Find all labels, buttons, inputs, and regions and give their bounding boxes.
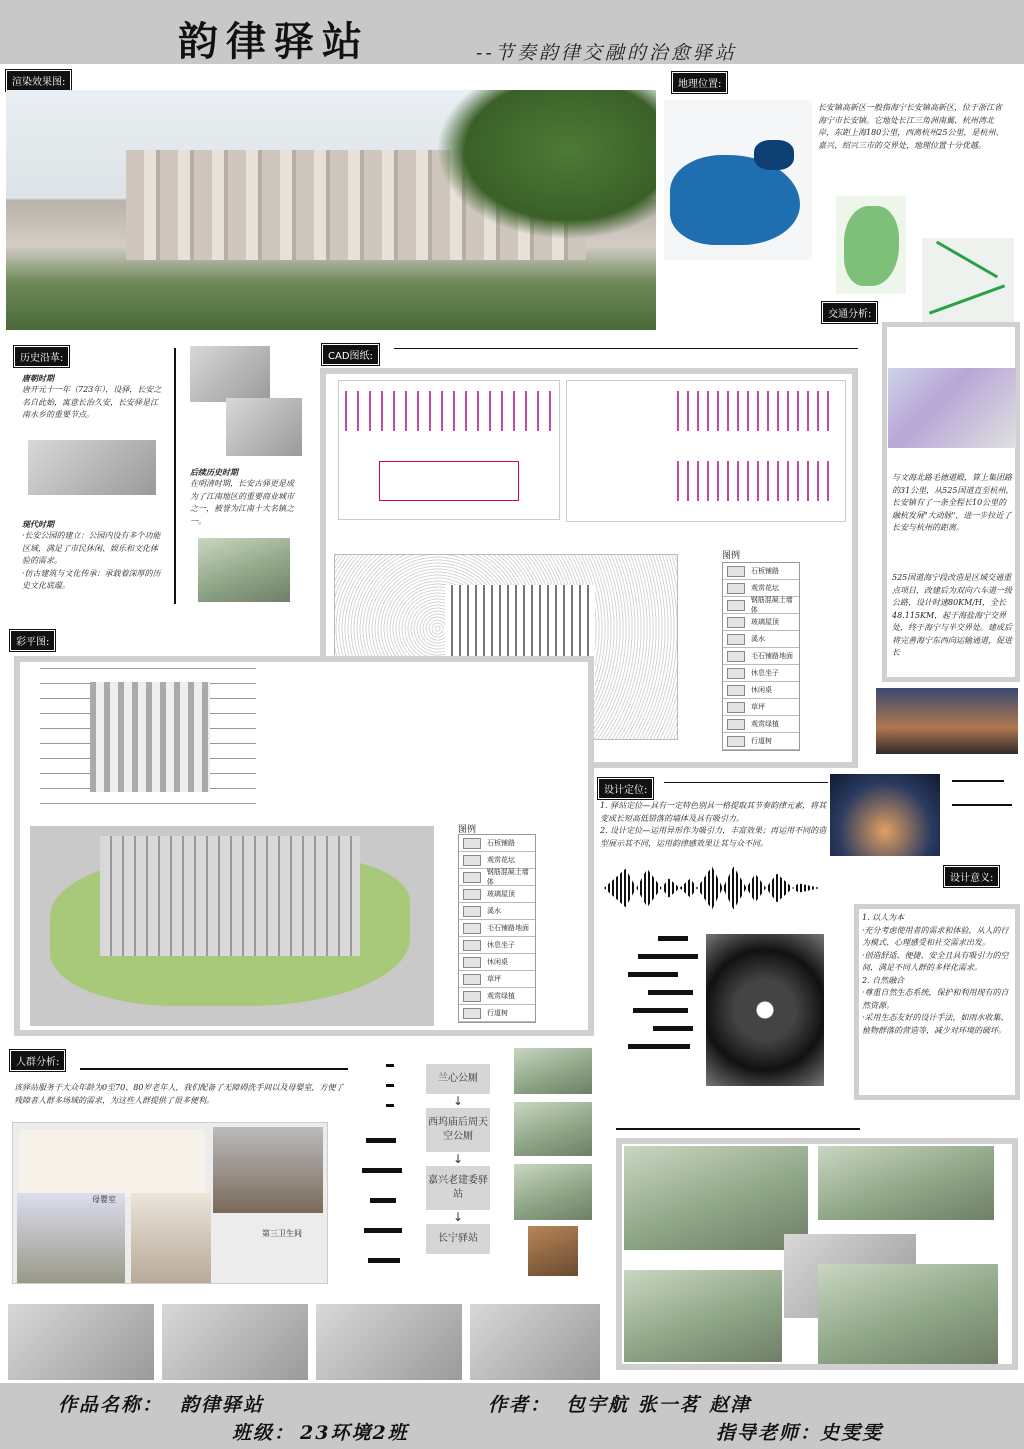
legend-label: 观赏绿植 bbox=[487, 992, 515, 1000]
legend-item bbox=[459, 937, 535, 954]
history-photo-2 bbox=[226, 398, 302, 456]
legend-label: 石板铺路 bbox=[751, 567, 779, 575]
legend-label: 观赏花坛 bbox=[487, 856, 515, 864]
third-restroom-label: 第三卫生间 bbox=[262, 1229, 302, 1238]
legend-item bbox=[459, 869, 535, 886]
legend-label: 观赏绿植 bbox=[751, 720, 779, 728]
legend-label: 休息坐子 bbox=[751, 669, 779, 677]
legend-title: 图例 bbox=[722, 551, 741, 561]
design-meaning-text: 1. 以人为本 ·充分考虑使用者的需求和体验，从人的行为模式、心理感受和社交需求出发。 ·创造舒适、便捷、安全且具有吸引力的空间，满足不同人群的多样化需求。 2. 自然融合 ·尊重自然生态系统，保护和利用现有的自然资源。 ·采用生态友好的设计手法，如雨水收集、植物群落的营造等，减少对环境的破坏。 bbox=[862, 913, 1009, 1035]
flow-arrow: ↓ bbox=[452, 1152, 464, 1166]
deco-line bbox=[952, 780, 1004, 782]
legend-swatch bbox=[727, 685, 745, 696]
bar bbox=[370, 1198, 396, 1203]
gallery-render-4 bbox=[624, 1270, 782, 1362]
legend-label: 行道树 bbox=[487, 1009, 508, 1017]
flow-deco-bars bbox=[382, 1064, 412, 1134]
legend-label: 休息坐子 bbox=[487, 941, 515, 949]
legend-swatch bbox=[463, 872, 481, 883]
legend-item bbox=[723, 733, 799, 750]
case-photo-2 bbox=[514, 1102, 592, 1156]
legend-swatch bbox=[727, 634, 745, 645]
flow-step-3: 嘉兴老建委驿站 bbox=[426, 1166, 490, 1210]
bridge-photo bbox=[876, 688, 1018, 754]
legend-item bbox=[459, 835, 535, 852]
legend-swatch bbox=[463, 855, 481, 866]
legend-item bbox=[459, 988, 535, 1005]
legend-label: 钢筋混凝土墙体 bbox=[486, 868, 529, 886]
cad-elevation-1 bbox=[338, 380, 560, 520]
crowd-chart bbox=[19, 1129, 205, 1197]
history-timeline bbox=[174, 348, 176, 604]
bar bbox=[658, 936, 688, 941]
section-tag-design-position: 设计定位: bbox=[598, 778, 653, 799]
flow-step-4: 长宁驿站 bbox=[426, 1224, 490, 1254]
case-photo-3 bbox=[514, 1164, 592, 1220]
legend-swatch bbox=[463, 889, 481, 900]
grey-render-2 bbox=[162, 1304, 308, 1380]
grey-render-3 bbox=[316, 1304, 462, 1380]
grey-render-1 bbox=[8, 1304, 154, 1380]
legend-label: 溪水 bbox=[487, 907, 501, 915]
legend-item bbox=[723, 597, 799, 614]
cad-legend bbox=[722, 562, 800, 751]
legend-item bbox=[459, 1005, 535, 1022]
baby-room-photo bbox=[17, 1193, 125, 1283]
flow-step-2: 西坞庙后周天空公厕 bbox=[426, 1108, 490, 1152]
section-tag-design-meaning: 设计意义: bbox=[944, 866, 999, 887]
legend-swatch bbox=[727, 566, 745, 577]
cad-lines bbox=[345, 391, 553, 431]
section-tag-cad: CAD图纸: bbox=[322, 344, 379, 365]
legend-item bbox=[459, 903, 535, 920]
road-line bbox=[936, 241, 998, 279]
history-tang-text: 唐开元十一年（723年），设驿，长安之名自此始，寓意长治久安，长安驿是江南水乡的重要节点。 bbox=[22, 385, 162, 419]
cad-section bbox=[379, 461, 519, 501]
floor-plan-walls bbox=[90, 682, 210, 792]
zhejiang-map-shape bbox=[844, 206, 899, 286]
grey-render-4 bbox=[470, 1304, 600, 1380]
bar bbox=[628, 1044, 690, 1049]
legend-swatch bbox=[463, 1008, 481, 1019]
history-modern-text: ·长安公园的建立：公园内设有多个功能区域，满足了市民休闲、娱乐和文化体验的需求。 ·仿古建筑与文化传承：承载着深厚的历史文化底蕴。 bbox=[22, 531, 161, 590]
legend-swatch bbox=[727, 702, 745, 713]
legend-label: 溪水 bbox=[751, 635, 765, 643]
bar bbox=[386, 1064, 394, 1067]
legend-swatch bbox=[463, 957, 481, 968]
legend-label: 休闲桌 bbox=[751, 686, 772, 694]
cad-rule bbox=[394, 348, 858, 349]
flow-arrow: ↓ bbox=[452, 1210, 464, 1224]
legend-swatch bbox=[727, 736, 745, 747]
history-photo-3 bbox=[198, 538, 290, 602]
legend-label: 石板铺路 bbox=[487, 839, 515, 847]
floor-plan-grid bbox=[40, 662, 256, 818]
work-label: 作品名称： bbox=[58, 1394, 164, 1416]
crowd-text: 该驿站服务于大众年龄为0至70、80岁老年人，我们配备了无障碍洗手间以及母婴室，方便了残障者人群多场域的需求，为这些人群提供了很多便利。 bbox=[14, 1083, 344, 1105]
gallery-render-5 bbox=[818, 1264, 998, 1364]
legend-label: 玻璃屋顶 bbox=[487, 890, 515, 898]
legend-item bbox=[459, 886, 535, 903]
section-tag-crowd: 人群分析: bbox=[10, 1050, 65, 1071]
history-tang-title: 唐朝时期 bbox=[22, 373, 54, 383]
history-modern-title: 现代时期 bbox=[22, 519, 54, 529]
bar bbox=[386, 1104, 394, 1107]
legend-label: 观赏花坛 bbox=[751, 584, 779, 592]
color-legend bbox=[458, 834, 536, 1023]
building-walls bbox=[100, 836, 360, 956]
zhejiang-map bbox=[836, 196, 906, 294]
skyscraper-graphic bbox=[706, 934, 824, 1086]
history-later-text: 在明清时期，长安古驿更是成为了江南地区的重要商业城市之一，被誉为江南十大名镇之一。 bbox=[190, 479, 294, 526]
section-tag-color-plan: 彩平图: bbox=[10, 630, 55, 651]
history-later-title: 后续历史时期 bbox=[190, 467, 238, 477]
deco-line bbox=[664, 782, 828, 783]
page-subtitle: --节奏韵律交融的治愈驿站 bbox=[476, 42, 737, 64]
crowd-panel bbox=[12, 1122, 328, 1284]
bar bbox=[653, 1026, 693, 1031]
section-tag-render: 渲染效果图: bbox=[6, 70, 71, 91]
legend-swatch bbox=[463, 923, 481, 934]
bar bbox=[366, 1138, 396, 1143]
bar bbox=[386, 1084, 394, 1087]
flow-step-1: 兰心公厕 bbox=[426, 1064, 490, 1094]
teacher-name: 史雯雯 bbox=[820, 1422, 884, 1444]
bar bbox=[628, 972, 678, 977]
case-photo-1 bbox=[514, 1048, 592, 1094]
class-name: 23环境2班 bbox=[300, 1422, 409, 1444]
china-map bbox=[664, 100, 812, 260]
bar-pattern bbox=[628, 936, 698, 1056]
legend-item bbox=[459, 920, 535, 937]
teacher-label: 指导老师： bbox=[716, 1422, 822, 1444]
legend-item bbox=[723, 648, 799, 665]
deco-line bbox=[952, 804, 1012, 806]
legend-item bbox=[723, 716, 799, 733]
authors: 包宇航 张一茗 赵津 bbox=[566, 1394, 752, 1416]
legend-swatch bbox=[463, 974, 481, 985]
page-title: 韵律驿站 bbox=[178, 18, 370, 65]
flow-bar-pattern bbox=[362, 1138, 408, 1282]
legend-swatch bbox=[727, 668, 745, 679]
section-tag-history: 历史沿革: bbox=[14, 346, 69, 367]
work-name: 韵律驿站 bbox=[180, 1394, 265, 1416]
legend-label: 钢筋混凝土墙体 bbox=[750, 596, 793, 614]
legend-swatch bbox=[463, 906, 481, 917]
sound-wave-graphic bbox=[604, 864, 820, 912]
traffic-text-1: 与文海北路毛德道殿，算上集团路的31公里，从525国道直至杭州，长安镇有了一条全程长10公里的融杭发展"大动脉"，进一步拉近了长安与杭州的距离。 bbox=[892, 473, 1014, 532]
cad-elevation-2 bbox=[566, 380, 846, 522]
road-line bbox=[929, 284, 1005, 314]
legend-item bbox=[723, 682, 799, 699]
baby-room-label: 母婴室 bbox=[92, 1195, 116, 1204]
legend-label: 草坪 bbox=[487, 975, 501, 983]
legend-label: 草坪 bbox=[751, 703, 765, 711]
render-tree bbox=[436, 90, 656, 240]
section-tag-traffic: 交通分析: bbox=[822, 302, 877, 323]
bar bbox=[368, 1258, 400, 1263]
cad-lines bbox=[677, 461, 837, 501]
legend-label: 休闲桌 bbox=[487, 958, 508, 966]
history-photo-wall bbox=[28, 440, 156, 495]
color-site-plan bbox=[30, 826, 434, 1026]
legend-swatch bbox=[727, 651, 745, 662]
legend-swatch bbox=[727, 600, 745, 611]
legend-swatch bbox=[463, 838, 481, 849]
history-photo-1 bbox=[190, 346, 270, 402]
lounge-photo bbox=[131, 1193, 211, 1283]
legend-label: 毛石铺路地面 bbox=[751, 652, 793, 660]
case-photo-4 bbox=[528, 1226, 578, 1276]
deco-line bbox=[80, 1068, 348, 1070]
legend-item bbox=[459, 971, 535, 988]
night-city-photo bbox=[830, 774, 940, 856]
bar bbox=[633, 1008, 688, 1013]
bar bbox=[648, 990, 693, 995]
gallery-render-1 bbox=[624, 1146, 808, 1250]
cad-lines bbox=[677, 391, 837, 431]
class-label: 班级： bbox=[232, 1422, 296, 1444]
legend-swatch bbox=[463, 991, 481, 1002]
author-label: 作者： bbox=[488, 1394, 552, 1416]
bar bbox=[362, 1168, 402, 1173]
legend-item bbox=[723, 563, 799, 580]
gallery-render-2 bbox=[818, 1146, 994, 1220]
flow-chart bbox=[426, 1064, 490, 1254]
flow-arrow: ↓ bbox=[452, 1094, 464, 1108]
legend2-title: 图例 bbox=[458, 825, 477, 835]
legend-item bbox=[723, 665, 799, 682]
legend-label: 行道树 bbox=[751, 737, 772, 745]
legend-swatch bbox=[463, 940, 481, 951]
bar bbox=[638, 954, 698, 959]
legend-swatch bbox=[727, 583, 745, 594]
section-tag-location: 地理位置: bbox=[672, 72, 727, 93]
bar bbox=[364, 1228, 402, 1233]
location-text: 长安镇高新区一般指海宁长安镇高新区，位于浙江省海宁市长安镇。它地处长江三角洲南翼、杭州湾北岸，东距上海180公里，西离杭州25公里，是杭州、嘉兴、绍兴三市的交界处，地理位置十分优越。 bbox=[818, 103, 1004, 150]
legend-item bbox=[459, 954, 535, 971]
design-position-text: 1. 驿站定位—具有一定特色别具一格提取其节奏韵律元素，将其变成长短高低错落的墙体及具有吸引力。 2. 设计定位—运用异形作为吸引力，丰富效果；再运用不同的造型展示其不同，运用韵律感效果让其与众不同。 bbox=[600, 801, 827, 848]
deco-line bbox=[616, 1128, 860, 1130]
legend-item bbox=[723, 631, 799, 648]
legend-label: 毛石铺路地面 bbox=[487, 924, 529, 932]
restroom-photo bbox=[213, 1127, 323, 1213]
legend-swatch bbox=[727, 719, 745, 730]
legend-swatch bbox=[727, 617, 745, 628]
legend-item bbox=[723, 699, 799, 716]
render-image bbox=[6, 90, 656, 330]
legend-item bbox=[723, 614, 799, 631]
china-map-highlight bbox=[754, 140, 794, 170]
traffic-zoning-map bbox=[888, 368, 1016, 448]
legend-label: 玻璃屋顶 bbox=[751, 618, 779, 626]
traffic-text-2: 525国道海宁段改造是区域交通重点项目，改建后为双向六车道一级公路，设计时速80KM/H，全长48.115KM，起于海盐海宁交界处，终于海宁与半交界处。建成后将完善海宁东西向运输通道，促进长 bbox=[892, 573, 1012, 657]
